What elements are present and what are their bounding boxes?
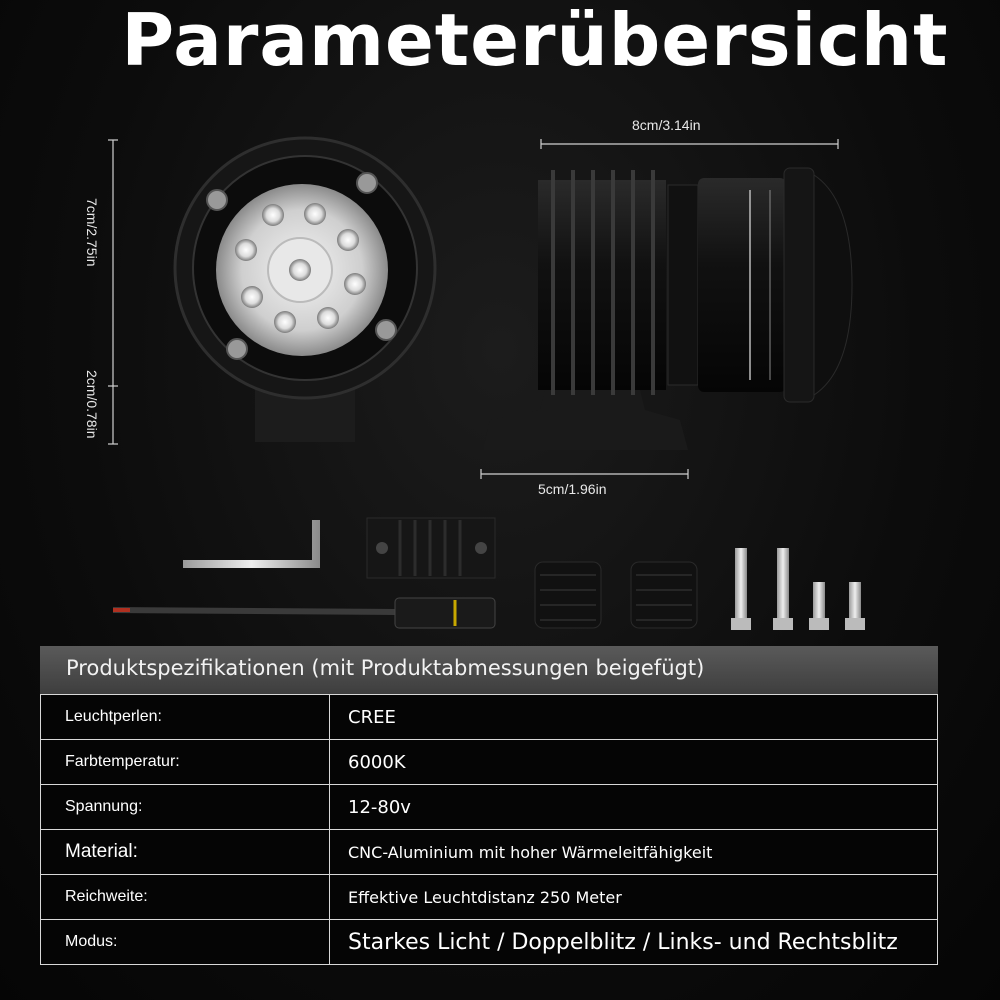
spec-key: Spannung: <box>41 785 330 830</box>
spec-table <box>40 694 938 965</box>
dimension-height-lamp: 7cm/2.75in <box>84 198 100 267</box>
spec-table-header <box>40 646 938 694</box>
spec-key: Farbtemperatur: <box>41 740 330 785</box>
table-row <box>41 695 938 740</box>
table-row <box>41 785 938 830</box>
lamp-front-view <box>175 138 435 442</box>
spec-key: Reichweite: <box>41 875 330 920</box>
dimension-width-base: 5cm/1.96in <box>538 481 607 497</box>
lamp-side-view <box>483 168 852 450</box>
table-row <box>41 830 938 875</box>
spec-table-title: Produktspezifikationen (mit Produktabmessungen beigefügt) <box>66 656 705 680</box>
spec-value: 6000K <box>330 740 938 785</box>
hex-key-icon <box>183 520 320 568</box>
page-title: Parameterübersicht <box>121 0 949 82</box>
spec-value: 12-80v <box>330 785 938 830</box>
dimension-height-mount: 2cm/0.78in <box>84 370 100 439</box>
table-row <box>41 920 938 965</box>
table-row <box>41 875 938 920</box>
spec-value: Effektive Leuchtdistanz 250 Meter <box>330 875 938 920</box>
spec-value: Starkes Licht / Doppelblitz / Links- und Rechtsblitz <box>330 920 938 965</box>
spec-key: Leuchtperlen: <box>41 695 330 740</box>
spec-value: CREE <box>330 695 938 740</box>
spec-key: Material: <box>41 830 330 875</box>
table-row <box>41 740 938 785</box>
dimension-width-top: 8cm/3.14in <box>632 117 701 133</box>
spec-key: Modus: <box>41 920 330 965</box>
accessories <box>113 518 865 630</box>
spec-value: CNC-Aluminium mit hoher Wärmeleitfähigkeit <box>330 830 938 875</box>
